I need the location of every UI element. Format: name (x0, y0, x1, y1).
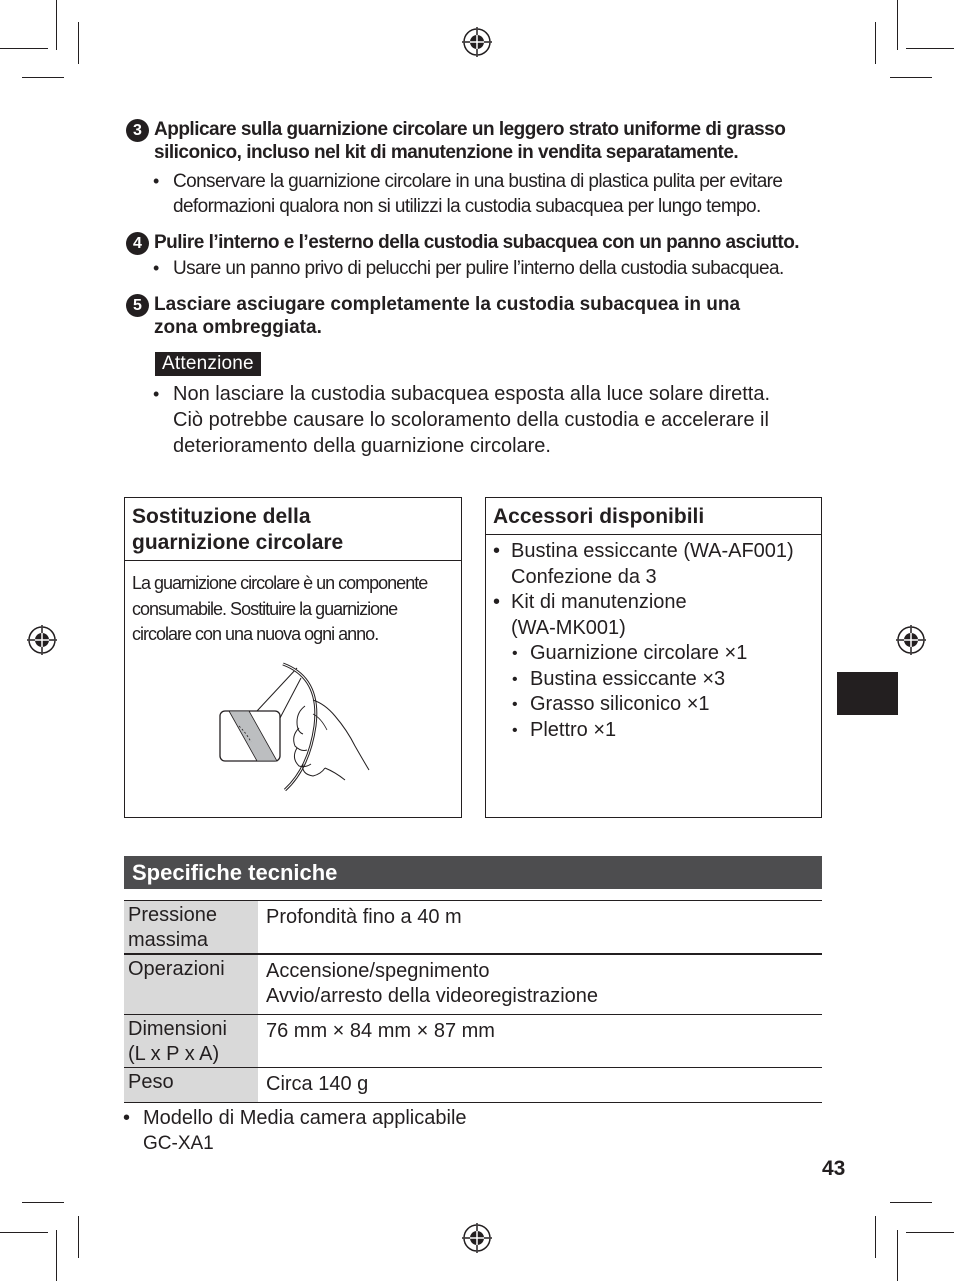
caution-text: • Non lasciare la custodia subacquea esposta alla luce solare diretta. Ciò potrebbe causare lo scoloramento della custodia e accelerare il deterioramento della guarnizione circolare. (126, 381, 826, 459)
hand-removing-o-ring-illustration (217, 656, 377, 796)
step-3 (126, 118, 826, 219)
table-row: Pressione massima Profondità fino a 40 m (124, 901, 822, 955)
table-row: Dimensioni (L x P x A) 76 mm × 84 mm × 87 mm (124, 1014, 822, 1067)
list-item: • Plettro ×1 (530, 718, 821, 744)
specs-table (124, 900, 822, 1103)
replacement-box (124, 497, 462, 818)
registration-mark-icon (27, 625, 57, 655)
registration-mark-icon (896, 625, 926, 655)
compatible-model-note: • Modello di Media camera applicabile GC-XA1 (123, 1107, 467, 1154)
registration-mark-icon (462, 1223, 492, 1253)
list-item: • Bustina essiccante ×3 (530, 667, 821, 693)
list-item: • Kit di manutenzione (WA-MK001) • Guarnizione circolare ×1 • Bustina essiccante ×3 • Grasso siliconico ×1 • Plettro ×1 (511, 590, 821, 743)
step-title: Pulire l’interno e l’esterno della custodia subacquea con un panno asciutto. (154, 232, 800, 253)
list-item: • Grasso siliconico ×1 (530, 692, 821, 718)
step-note: • Usare un panno privo di pelucchi per pulire l’interno della custodia subacquea. (173, 256, 826, 281)
circled-number-icon: 3 (126, 119, 149, 142)
box-text: La guarnizione circolare è un componente consumabile. Sostituire la guarnizione circolare con una nuova ogni anno. (132, 573, 428, 644)
caution-label: Attenzione (155, 352, 261, 376)
page-number: 43 (822, 1157, 846, 1180)
step-5 (126, 293, 826, 339)
circled-number-icon: 4 (126, 232, 149, 255)
section-tab (837, 672, 898, 715)
registration-mark-icon (462, 27, 492, 57)
table-row: Operazioni Accensione/spegnimento Avvio/arresto della videoregistrazione (124, 954, 822, 1014)
list-item: • Guarnizione circolare ×1 (530, 641, 821, 667)
step-note: • Conservare la guarnizione circolare in una bustina di plastica pulita per evitare deformazioni qualora non si utilizzi la custodia subacquea per lungo tempo. (173, 169, 826, 219)
box-title: Accessori disponibili (486, 498, 821, 535)
kit-contents-list (511, 641, 821, 743)
box-title: Sostituzione della guarnizione circolare (125, 498, 461, 561)
step-4 (126, 231, 826, 281)
step-title: Applicare sulla guarnizione circolare un leggero strato uniforme di grasso siliconico, incluso nel kit di manutenzione in vendita separatamente. (154, 119, 786, 163)
step-title: Lasciare asciugare completamente la custodia subacquea in una zona ombreggiata. (154, 294, 741, 338)
table-row: Peso Circa 140 g (124, 1067, 822, 1102)
accessories-box (485, 497, 822, 818)
list-item: • Bustina essiccante (WA-AF001) Confezione da 3 (511, 539, 821, 590)
section-title: Specifiche tecniche (124, 856, 822, 889)
circled-number-icon: 5 (126, 294, 149, 317)
accessories-list (486, 535, 821, 743)
